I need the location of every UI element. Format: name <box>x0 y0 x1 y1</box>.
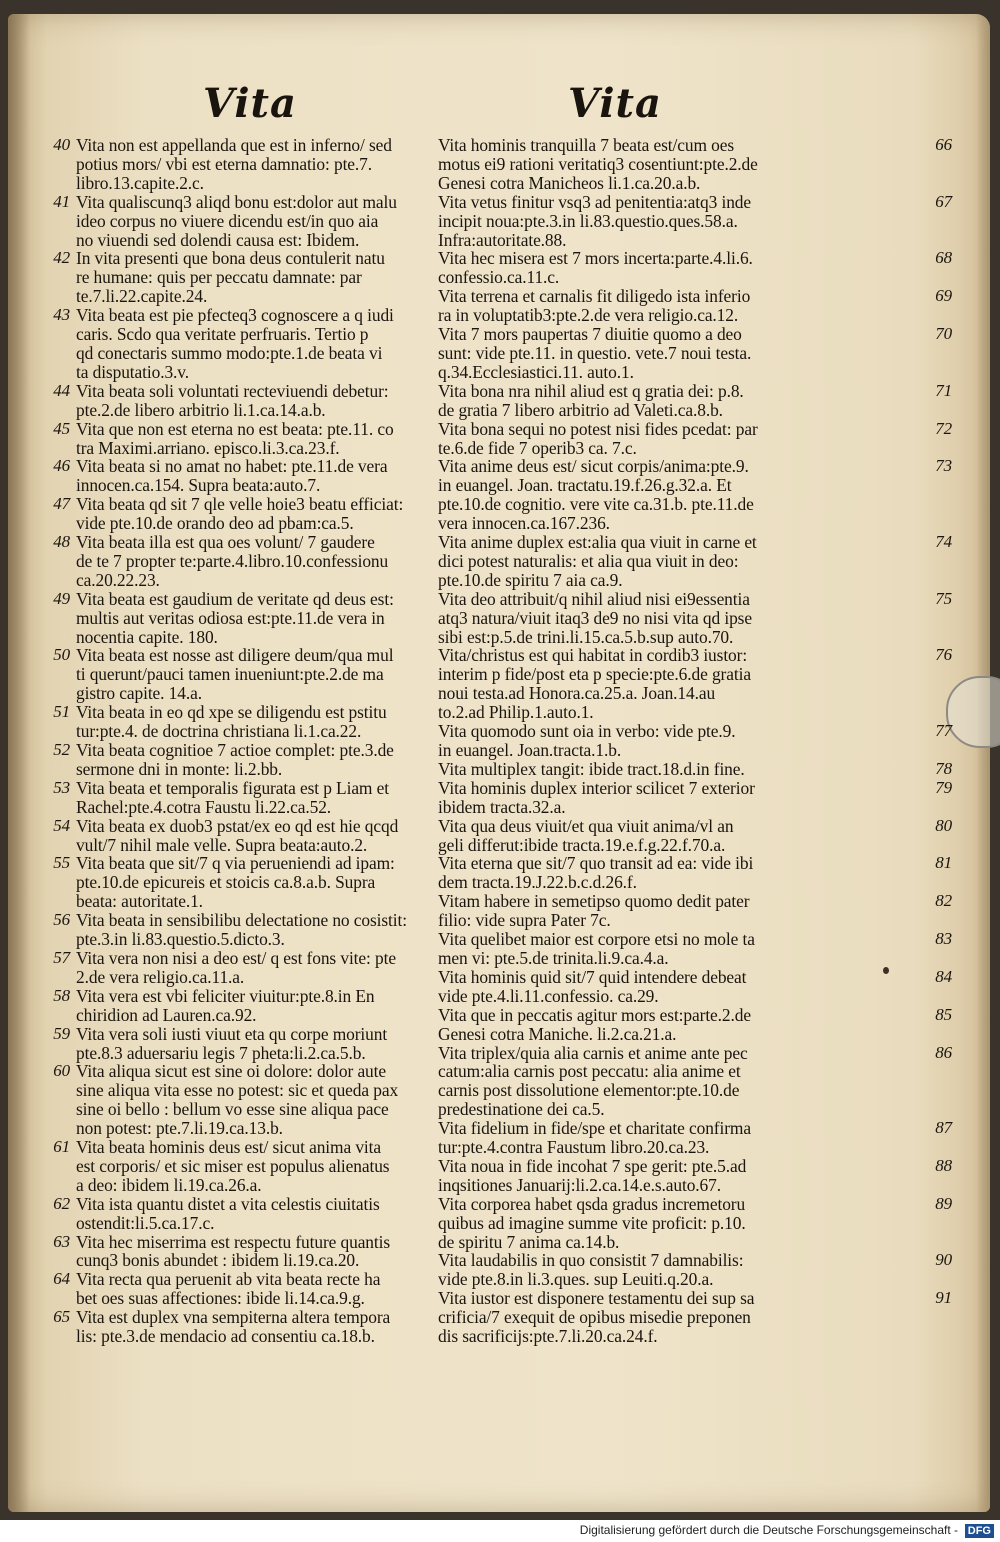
entry-number: 69 <box>935 286 952 306</box>
index-entry <box>40 1308 428 1346</box>
entry-line: Rachel:pte.4.cotra Faustu li.22.ca.52. <box>76 796 332 817</box>
index-entry <box>438 1157 960 1195</box>
entry-line: Vita deo attribuit/q nihil aliud nisi ei9essentia <box>438 588 750 609</box>
entry-line: sermone dni in monte: li.2.bb. <box>76 758 283 779</box>
entry-line: Vita noua in fide incohat 7 spe gerit: pte.5.ad <box>438 1155 747 1176</box>
entry-line: Vita quelibet maior est corpore etsi no mole ta <box>438 929 755 950</box>
entry-line: Vita beata ex duob3 pstat/ex eo qd est hie qcqd <box>76 815 399 836</box>
index-entry <box>438 817 960 855</box>
entry-line: catum:alia carnis post peccatu: alia anime et <box>438 1061 741 1082</box>
entry-number: 58 <box>53 985 70 1005</box>
entry-line: Genesi cotra Manicheos li.1.ca.20.a.b. <box>438 172 701 193</box>
entry-line: Vitam habere in semetipso quomo dedit pater <box>438 891 750 912</box>
entry-line: Vita aliqua sicut est sine oi dolore: dolor aute <box>76 1061 387 1082</box>
footer-bar <box>0 1520 1000 1542</box>
entry-line: Vita hominis quid sit/7 quid intendere debeat <box>438 966 747 987</box>
entry-line: Vita beata qd sit 7 qle velle hoie3 beatu efficiat: <box>76 494 404 515</box>
index-entry <box>40 911 428 949</box>
index-entry <box>40 987 428 1025</box>
entry-line: Vita beata est nosse ast diligere deum/qua mul <box>76 645 394 666</box>
index-entry <box>438 1119 960 1157</box>
entry-line: ideo corpus no viuere dicendu est/in quo aia <box>76 210 379 231</box>
entry-line: libro.13.capite.2.c. <box>76 172 204 193</box>
entry-number: 87 <box>935 1118 952 1138</box>
index-entry <box>40 249 428 306</box>
entry-line: Vita que non est eterna no est beata: pte.11. co <box>76 418 394 439</box>
index-entry <box>40 1270 428 1308</box>
entry-line: ibidem tracta.32.a. <box>438 796 566 817</box>
index-entry <box>438 287 960 325</box>
entry-line: potius mors/ vbi est eterna damnatio: pte.7. <box>76 153 373 174</box>
entry-number: 77 <box>935 721 952 741</box>
entry-line: quibus ad imagine summe vite proficit: p.10. <box>438 1212 746 1233</box>
entry-number: 47 <box>53 494 70 514</box>
index-entry <box>438 722 960 760</box>
entry-number: 54 <box>53 815 70 835</box>
entry-number: 68 <box>935 248 952 268</box>
entry-line: pte.10.de cognitio. vere vite ca.31.b. pte.11.de <box>438 494 754 515</box>
index-entry <box>40 741 428 779</box>
entry-number: 50 <box>53 645 70 665</box>
entry-line: cunq3 bonis abundet : ibidem li.19.ca.20. <box>76 1250 360 1271</box>
index-entry <box>40 306 428 382</box>
index-entry <box>438 646 960 722</box>
entry-line: sunt: vide pte.11. in questio. vete.7 noui testa. <box>438 342 752 363</box>
entry-line: pte.8.3 aduersariu legis 7 pheta:li.2.ca.5.b. <box>76 1042 366 1063</box>
entry-line: vera innocen.ca.167.236. <box>438 513 610 534</box>
entry-line: Vita beata cognitioe 7 actioe complet: pte.3.de <box>76 740 394 760</box>
entry-line: innocen.ca.154. Supra beata:auto.7. <box>76 475 321 496</box>
entry-line: te.7.li.22.capite.24. <box>76 286 208 307</box>
index-entry <box>40 1233 428 1271</box>
entry-number: 73 <box>935 456 952 476</box>
index-entry <box>438 590 960 647</box>
entry-line: gistro capite. 14.a. <box>76 683 202 704</box>
entry-line: Vita hominis tranquilla 7 beata est/cum oes <box>438 135 735 155</box>
entry-line: Vita vetus finitur vsq3 ad penitentia:atq3 inde <box>438 191 752 212</box>
entry-line: 2.de vera religio.ca.11.a. <box>76 966 245 987</box>
entry-line: ti querunt/pauci tamen inueniunt:pte.2.de ma <box>76 664 384 685</box>
entry-number: 57 <box>53 947 70 967</box>
index-entry <box>40 590 428 647</box>
entry-number: 67 <box>935 191 952 211</box>
entry-line: qd conectaris summo modo:pte.1.de beata vi <box>76 342 383 363</box>
entry-line: motus ei9 rationi veritatiq3 cosentiunt:pte.2.de <box>438 153 758 174</box>
index-entry <box>40 854 428 911</box>
entry-line: lis: pte.3.de mendacio ad consentiu ca.18.b. <box>76 1326 375 1347</box>
index-entry <box>438 779 960 817</box>
index-entry <box>40 703 428 741</box>
entry-number: 74 <box>935 532 952 552</box>
entry-line: Vita recta qua peruenit ab vita beata recte ha <box>76 1269 381 1290</box>
index-entry <box>438 193 960 250</box>
entry-line: Vita beata est pie pfecteq3 cognoscere a q iudi <box>76 305 394 326</box>
entry-number: 78 <box>935 758 952 778</box>
entry-line: de gratia 7 libero arbitrio ad Valeti.ca.8.b. <box>438 399 723 420</box>
entry-line: de spiritu 7 anima ca.14.b. <box>438 1231 620 1252</box>
entry-number: 89 <box>935 1193 952 1213</box>
entry-line: dis sacrificijs:pte.7.li.20.ca.24.f. <box>438 1326 658 1347</box>
entry-line: Vita triplex/quia alia carnis et anime ante pec <box>438 1042 748 1063</box>
entry-number: 48 <box>53 532 70 552</box>
entry-line: pte.10.de spiritu 7 aia ca.9. <box>438 569 623 590</box>
entry-line: noui testa.ad Honora.ca.25.a. Joan.14.au <box>438 683 716 704</box>
entry-number: 72 <box>935 418 952 438</box>
entry-line: Vita laudabilis in quo consistit 7 damnabilis: <box>438 1250 744 1271</box>
entry-line: Vita fidelium in fide/spe et charitate confirma <box>438 1118 751 1139</box>
entry-line: Vita qua deus viuit/et qua viuit anima/vl an <box>438 815 734 836</box>
index-entry <box>438 457 960 533</box>
entry-line: Vita vera soli iusti viuut eta qu corpe moriunt <box>76 1023 388 1044</box>
entry-line: Vita vera est vbi feliciter viuitur:pte.8.in En <box>76 985 375 1006</box>
entry-line: sine aliqua vita esse no potest: sic et queda pax <box>76 1080 399 1101</box>
entry-number: 56 <box>53 910 70 930</box>
entry-line: dem tracta.19.J.22.b.c.d.26.f. <box>438 872 637 893</box>
entry-line: multis aut veritas odiosa est:pte.11.de vera in <box>76 607 385 628</box>
index-entry <box>438 249 960 287</box>
entry-line: Vita terrena et carnalis fit diligedo ista inferio <box>438 286 751 307</box>
entry-number: 63 <box>53 1231 70 1251</box>
entry-line: caris. Scdo qua veritate perfruaris. Tertio p <box>76 324 369 345</box>
entry-line: Vita que in peccatis agitur mors est:parte.2.de <box>438 1004 751 1025</box>
index-entry <box>40 817 428 855</box>
entry-number: 41 <box>53 191 70 211</box>
index-entry <box>438 136 960 193</box>
index-entry <box>40 949 428 987</box>
index-entry <box>40 779 428 817</box>
entry-line: pte.10.de epicureis et stoicis ca.8.a.b. Supra <box>76 872 376 893</box>
entry-line: Vita multiplex tangit: ibide tract.18.d.in fine. <box>438 758 745 779</box>
entry-number: 71 <box>935 380 952 400</box>
index-entry <box>438 533 960 590</box>
entry-line: q.34.Ecclesiastici.11. auto.1. <box>438 361 634 382</box>
entry-line: carnis post dissolutione elementor:pte.10.de <box>438 1080 740 1101</box>
entry-line: pte.2.de libero arbitrio li.1.ca.14.a.b. <box>76 399 326 420</box>
entry-line: Vita non est appellanda que est in inferno/ sed <box>76 135 392 155</box>
entry-number: 80 <box>935 815 952 835</box>
entry-number: 86 <box>935 1042 952 1062</box>
entry-line: Vita hec misera est 7 mors incerta:parte.4.li.6. <box>438 248 753 269</box>
entry-number: 51 <box>53 702 70 722</box>
index-entry <box>40 457 428 495</box>
entry-line: geli differut:ibide tracta.19.e.f.g.22.f.70.a. <box>438 834 726 855</box>
index-entry <box>438 1195 960 1252</box>
entry-line: sine oi bello : bellum vo esse sine aliqua pace <box>76 1099 389 1120</box>
index-entry <box>40 533 428 590</box>
index-entry <box>40 382 428 420</box>
entry-line: incipit noua:pte.3.in li.83.questio.ques.58.a. <box>438 210 738 231</box>
entry-line: re humane: quis per peccatu damnate: par <box>76 267 362 288</box>
index-entry <box>40 646 428 703</box>
index-entry <box>438 930 960 968</box>
entry-number: 46 <box>53 456 70 476</box>
index-entry <box>438 382 960 420</box>
entry-line: vide pte.8.in li.3.ques. sup Leuiti.q.20.a. <box>438 1269 714 1290</box>
running-head-right: Vita <box>568 80 662 127</box>
index-entry <box>40 193 428 250</box>
entry-number: 55 <box>53 853 70 873</box>
index-entry <box>438 892 960 930</box>
entry-line: vide pte.10.de orando deo ad pbam:ca.5. <box>76 513 354 534</box>
index-entry <box>438 854 960 892</box>
entry-line: Vita beata soli voluntati recteviuendi debetur: <box>76 380 389 401</box>
entry-number: 59 <box>53 1023 70 1043</box>
index-column-left <box>40 136 428 1346</box>
entry-line: crificia/7 exequit de opibus misedie preponen <box>438 1307 751 1328</box>
entry-number: 44 <box>53 380 70 400</box>
page-gutter-shadow <box>8 14 30 1512</box>
entry-number: 65 <box>53 1307 70 1327</box>
entry-line: bet oes suas affectiones: ibide li.14.ca.9.g. <box>76 1288 365 1309</box>
entry-line: Vita 7 mors paupertas 7 diuitie quomo a deo <box>438 324 742 345</box>
entry-line: in euangel. Joan.tracta.1.b. <box>438 740 622 760</box>
running-head-left: Vita <box>203 80 297 127</box>
entry-line: in euangel. Joan. tractatu.19.f.26.g.32.a. Et <box>438 475 732 496</box>
index-entry <box>40 1195 428 1233</box>
entry-line: vult/7 nihil male velle. Supra beata:auto.2. <box>76 834 368 855</box>
entry-number: 76 <box>935 645 952 665</box>
entry-line: chiridion ad Lauren.ca.92. <box>76 1004 257 1025</box>
index-entry <box>40 1062 428 1138</box>
entry-line: ta disputatio.3.v. <box>76 361 189 382</box>
entry-number: 42 <box>53 248 70 268</box>
entry-number: 90 <box>935 1250 952 1270</box>
entry-line: de te 7 propter te:parte.4.libro.10.confessionu <box>76 550 389 571</box>
entry-number: 61 <box>53 1137 70 1157</box>
entry-line: ca.20.22.23. <box>76 569 160 590</box>
entry-line: inqsitiones Januarij:li.2.ca.14.e.s.auto.67. <box>438 1174 721 1195</box>
entry-line: Infra:autoritate.88. <box>438 229 567 250</box>
entry-line: sibi est:p.5.de trini.li.15.ca.5.b.sup auto.70. <box>438 626 734 647</box>
page-edge <box>976 14 990 1512</box>
entry-number: 66 <box>935 135 952 154</box>
entry-line: Vita beata et temporalis figurata est p Liam et <box>76 777 389 798</box>
entry-line: a deo: ibidem li.19.ca.26.a. <box>76 1174 262 1195</box>
entry-number: 91 <box>935 1288 952 1308</box>
entry-line: beata: autoritate.1. <box>76 891 203 912</box>
entry-number: 75 <box>935 588 952 608</box>
entry-number: 81 <box>935 853 952 873</box>
index-entry <box>438 1044 960 1120</box>
entry-number: 84 <box>935 966 952 986</box>
entry-line: confessio.ca.11.c. <box>438 267 560 288</box>
index-entry <box>438 1289 960 1346</box>
entry-line: Vita anime duplex est:alia qua viuit in carne et <box>438 532 757 553</box>
entry-number: 49 <box>53 588 70 608</box>
index-entry <box>40 420 428 458</box>
entry-line: Vita qualiscunq3 aliqd bonu est:dolor aut malu <box>76 191 397 212</box>
entry-line: Vita iustor est disponere testamentu dei sup sa <box>438 1288 755 1309</box>
index-column-right <box>438 136 960 1346</box>
entry-line: te.6.de fide 7 operib3 ca. 7.c. <box>438 437 637 458</box>
entry-line: filio: vide supra Pater 7c. <box>438 910 611 931</box>
entry-line: tra Maximi.arriano. episco.li.3.ca.23.f. <box>76 437 340 458</box>
index-entry <box>438 1006 960 1044</box>
entry-line: no viuendi sed dolendi causa est: Ibidem. <box>76 229 360 250</box>
entry-number: 88 <box>935 1155 952 1175</box>
index-entry <box>40 495 428 533</box>
entry-number: 64 <box>53 1269 70 1289</box>
index-entry <box>438 968 960 1006</box>
entry-number: 40 <box>53 135 70 154</box>
entry-line: nocentia capite. 180. <box>76 626 218 647</box>
entry-line: tur:pte.4. de doctrina christiana li.1.ca.22. <box>76 721 362 742</box>
entry-line: Vita/christus est qui habitat in cordib3 iustor: <box>438 645 748 666</box>
index-entry <box>40 136 428 193</box>
entry-number: 60 <box>53 1061 70 1081</box>
entry-line: predestinatione dei ca.5. <box>438 1099 605 1120</box>
entry-line: ra in voluptatib3:pte.2.de vera religio.ca.12. <box>438 305 739 326</box>
index-entry <box>438 325 960 382</box>
index-entry <box>40 1025 428 1063</box>
entry-line: Vita hominis duplex interior scilicet 7 exterior <box>438 777 755 798</box>
entry-line: vide pte.4.li.11.confessio. ca.29. <box>438 985 659 1006</box>
entry-line: men vi: pte.5.de trinita.li.9.ca.4.a. <box>438 947 669 968</box>
entry-line: Vita beata illa est qua oes volunt/ 7 gaudere <box>76 532 375 553</box>
entry-line: Vita eterna que sit/7 quo transit ad ea: vide ibi <box>438 853 754 874</box>
entry-line: Vita quomodo sunt oia in verbo: vide pte.9. <box>438 721 736 742</box>
entry-line: tur:pte.4.contra Faustum libro.20.ca.23. <box>438 1137 710 1158</box>
entry-line: to.2.ad Philip.1.auto.1. <box>438 702 594 723</box>
entry-line: Vita hec miserrima est respectu future quantis <box>76 1231 391 1252</box>
entry-line: ostendit:li.5.ca.17.c. <box>76 1212 215 1233</box>
entry-line: Vita beata in sensibilibu delectatione no cosistit: <box>76 910 407 931</box>
entry-line: Vita corporea habet qsda gradus incremetoru <box>438 1193 746 1214</box>
entry-line: Vita bona sequi no potest nisi fides pcedat: par <box>438 418 758 439</box>
entry-number: 43 <box>53 305 70 325</box>
index-entry <box>438 420 960 458</box>
entry-line: dici potest naturalis: et alia qua viuit in deo: <box>438 550 739 571</box>
entry-number: 83 <box>935 929 952 949</box>
footer-credit: Digitalisierung gefördert durch die Deutsche Forschungsgemeinschaft - <box>579 1523 958 1537</box>
entry-line: Vita vera non nisi a deo est/ q est fons vite: pte <box>76 947 396 968</box>
entry-line: pte.3.in li.83.questio.5.dicto.3. <box>76 929 285 950</box>
entry-line: Vita beata hominis deus est/ sicut anima vita <box>76 1137 381 1158</box>
entry-line: Vita est duplex vna sempiterna altera tempora <box>76 1307 391 1328</box>
entry-number: 79 <box>935 777 952 797</box>
index-entry <box>40 1138 428 1195</box>
entry-line: Vita ista quantu distet a vita celestis ciuitatis <box>76 1193 380 1214</box>
entry-line: Vita beata si no amat no habet: pte.11.de vera <box>76 456 388 477</box>
index-entry <box>438 760 960 779</box>
entry-line: Genesi cotra Maniche. li.2.ca.21.a. <box>438 1023 677 1044</box>
entry-line: est corporis/ et sic miser est populus alienatus <box>76 1155 390 1176</box>
entry-line: non potest: pte.7.li.19.ca.13.b. <box>76 1118 283 1139</box>
entry-line: Vita beata que sit/7 q via perueniendi ad ipam: <box>76 853 395 874</box>
entry-number: 70 <box>935 324 952 344</box>
entry-line: In vita presenti que bona deus contulerit natu <box>76 248 385 269</box>
entry-number: 82 <box>935 891 952 911</box>
entry-number: 45 <box>53 418 70 438</box>
entry-number: 52 <box>53 740 70 759</box>
dfg-logo: DFG <box>965 1524 994 1538</box>
entry-line: Vita beata est gaudium de veritate qd deus est: <box>76 588 394 609</box>
index-entry <box>438 1251 960 1289</box>
entry-line: Vita bona nra nihil aliud est q gratia dei: p.8. <box>438 380 744 401</box>
entry-line: Vita anime deus est/ sicut corpis/anima:pte.9. <box>438 456 749 477</box>
entry-line: interim p fide/post eta p specie:pte.6.de gratia <box>438 664 751 685</box>
entry-line: atq3 natura/viuit itaq3 de9 no nisi vita qd ipse <box>438 607 752 628</box>
entry-number: 53 <box>53 777 70 797</box>
entry-line: Vita beata in eo qd xpe se diligendu est pstitu <box>76 702 387 723</box>
entry-number: 62 <box>53 1193 70 1213</box>
entry-number: 85 <box>935 1004 952 1024</box>
